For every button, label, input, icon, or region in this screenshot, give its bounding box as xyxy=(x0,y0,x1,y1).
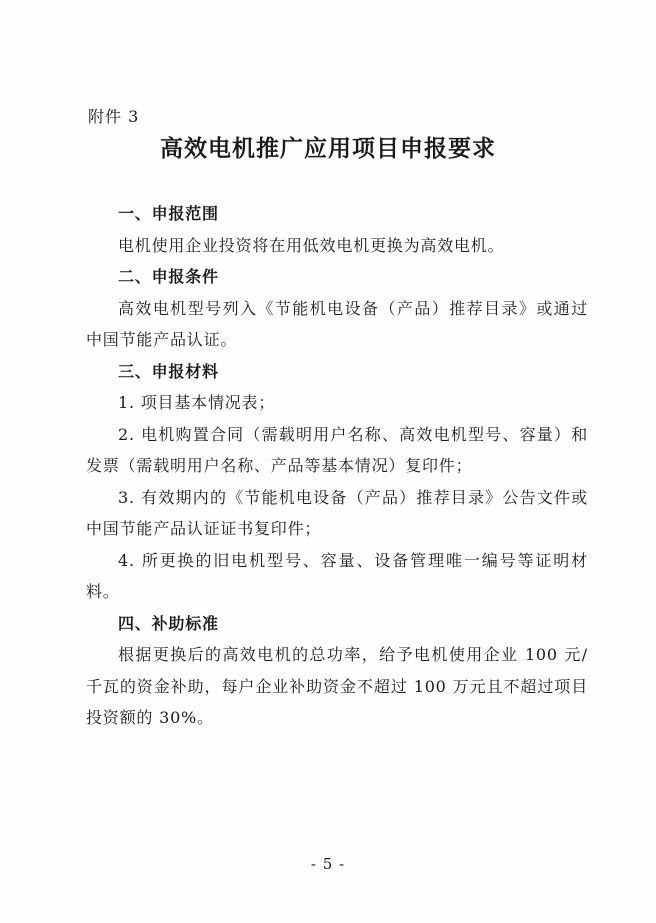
document-body xyxy=(86,198,588,734)
conditions-paragraph: 高效电机型号列入《节能机电设备（产品）推荐目录》或通过中国节能产品认证。 xyxy=(86,298,588,349)
section-heading-scope: 一、申报范围 xyxy=(118,204,219,223)
materials-item-4: 4. 所更换的旧电机型号、容量、设备管理唯一编号等证明材料。 xyxy=(86,550,588,601)
section-heading-subsidy: 四、补助标准 xyxy=(118,613,219,633)
section-heading-materials: 三、申报材料 xyxy=(118,361,219,381)
materials-item-1: 1. 项目基本情况表； xyxy=(118,393,276,412)
materials-item-3: 3. 有效期内的《节能机电设备（产品）推荐目录》公告文件或中国节能产品认证证书复印件； xyxy=(86,487,588,538)
section-heading-conditions: 二、申报条件 xyxy=(118,267,219,286)
subsidy-paragraph: 根据更换后的高效电机的总功率，给予电机使用企业 100 元/千瓦的资金补助，每户企业补助资金不超过 100 万元且不超过项目投资额的 30%。 xyxy=(86,645,588,727)
materials-item-2: 2. 电机购置合同（需载明用户名称、高效电机型号、容量）和发票（需载明用户名称、产品等基本情况）复印件； xyxy=(86,424,588,475)
scope-paragraph: 电机使用企业投资将在用低效电机更换为高效电机。 xyxy=(118,235,505,255)
attachment-label: 附件 3 xyxy=(88,107,140,126)
document-title: 高效电机推广应用项目申报要求 xyxy=(160,135,496,162)
page-number: - 5 - xyxy=(310,855,346,873)
